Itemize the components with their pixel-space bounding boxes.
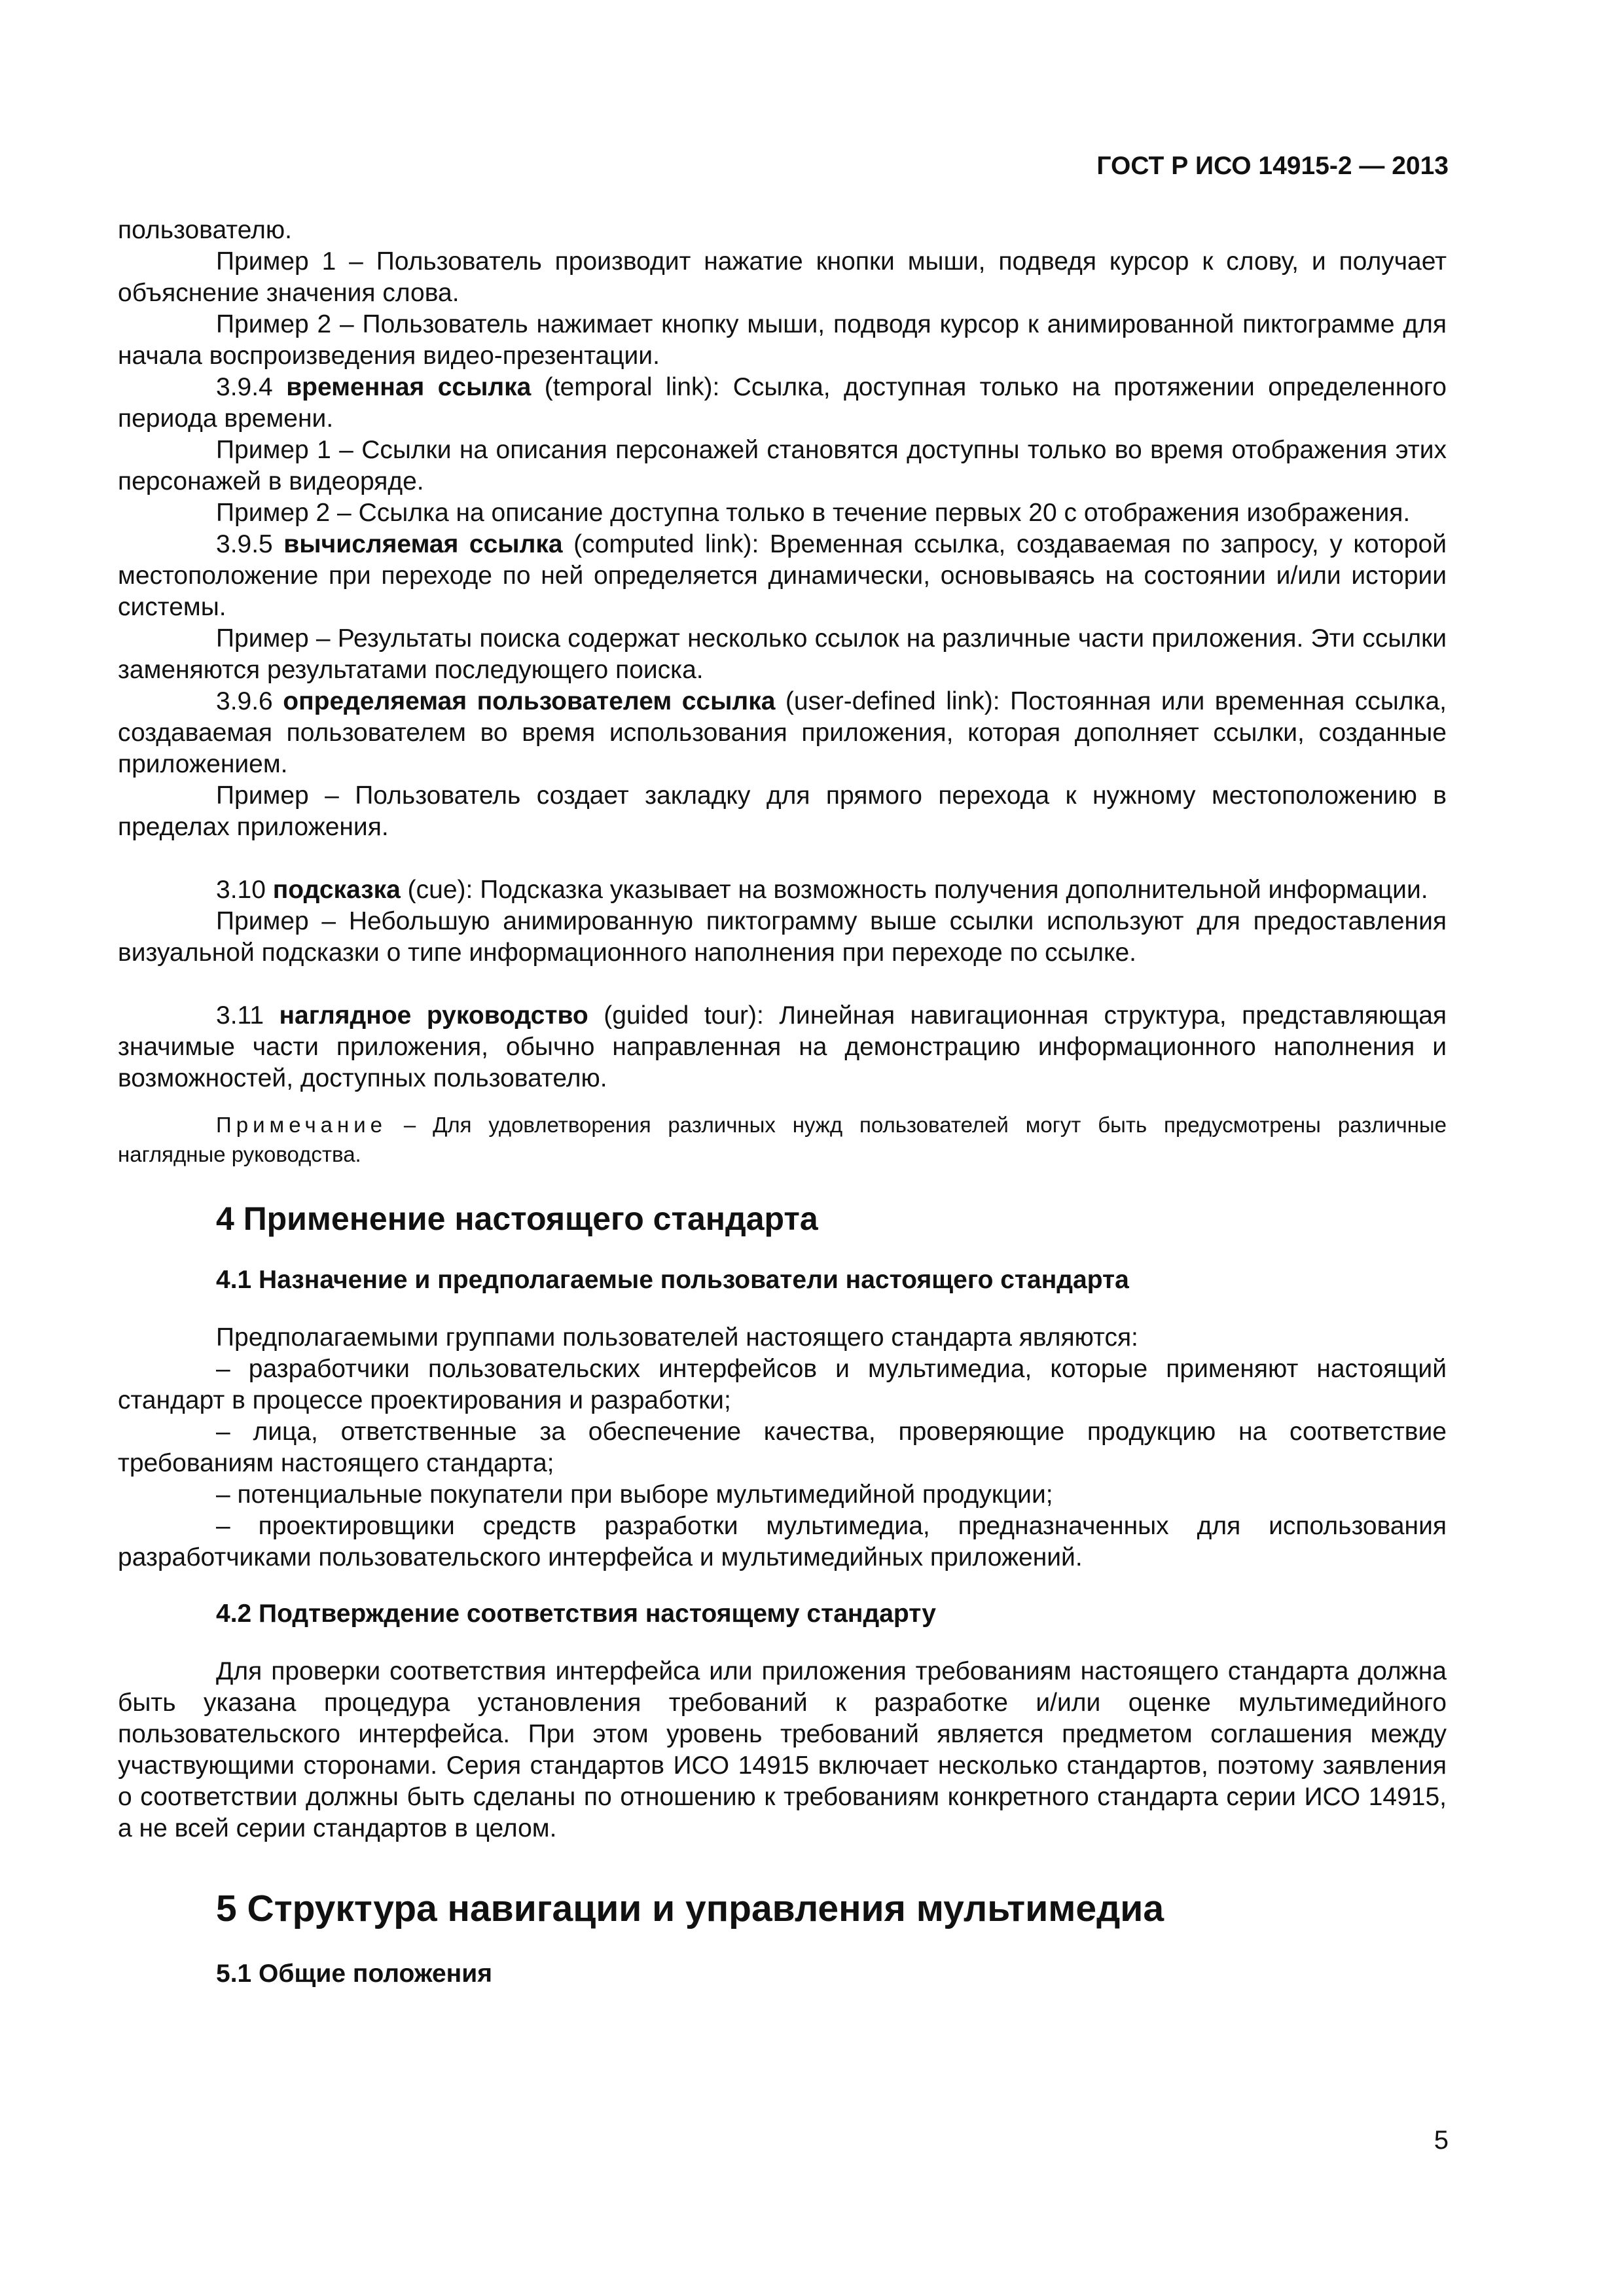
paragraph: Для проверки соответствия интерфейса или приложения требованиям настоящего стандарта должна быть указана процедура установления требований к разработке и/или оценке мультимедийного пользовательского интерфейса. При этом уровень требований является предметом соглашения между участвующими сторонами. Серия стандартов ИСО 14915 включает несколько стандартов, поэтому заявления о соответствии должны быть сделаны по отношению к требованиям конкретного стандарта серии ИСО 14915, а не всей серии стандартов в целом. <box>118 1657 1447 1842</box>
example-paragraph: Пример 1 – Пользователь производит нажатие кнопки мыши, подведя курсор к слову, и получает объяснение значения слова. <box>118 247 1447 307</box>
definition-paragraph <box>118 1000 1447 1094</box>
definition-text: (cue): Подсказка указывает на возможность получения дополнительной информации. <box>407 876 1428 904</box>
document-header: ГОСТ Р ИСО 14915-2 — 2013 <box>1096 152 1449 180</box>
clause-number: 3.9.4 <box>216 373 273 401</box>
list-item: – проектировщики средств разработки мультимедиа, предназначенных для использования разработчиками пользовательского интерфейса и мультимедийных приложений. <box>118 1512 1447 1571</box>
example-paragraph: Пример 2 – Ссылка на описание доступна только в течение первых 20 с отображения изображения. <box>216 499 1411 527</box>
clause-number: 3.11 <box>216 1001 264 1030</box>
document-body <box>118 215 1447 1990</box>
list-item: – потенциальные покупатели при выборе мультимедийной продукции; <box>216 1480 1053 1509</box>
note-paragraph <box>118 1110 1447 1169</box>
note-text: – Для удовлетворения различных нужд пользователей могут быть предусмотрены различные наглядные руководства. <box>118 1113 1447 1166</box>
term: вычисляемая ссылка <box>283 530 563 558</box>
definition-paragraph <box>118 874 1447 906</box>
definition-paragraph <box>118 529 1447 623</box>
subsection-heading: 5.1 Общие положения <box>216 1960 492 1988</box>
clause-number: 3.10 <box>216 876 266 904</box>
clause-number: 3.9.6 <box>216 687 273 715</box>
example-paragraph: Пример – Результаты поиска содержат несколько ссылок на различные части приложения. Эти ссылки заменяются результатами последующего поиска. <box>118 624 1447 684</box>
example-paragraph: Пример 2 – Пользователь нажимает кнопку мыши, подводя курсор к анимированной пиктограмме для начала воспроизведения видео-презентации. <box>118 310 1447 370</box>
clause-number: 3.9.5 <box>216 530 273 558</box>
example-paragraph: Пример – Небольшую анимированную пиктограмму выше ссылки используют для предоставления визуальной подсказки о типе информационного наполнения при переходе по ссылке. <box>118 907 1447 967</box>
definition-text: (computed link): Временная ссылка, создаваемая по запросу, у которой местоположение при переходе по ней определяется динамически, основываясь на состоянии и/или истории системы. <box>118 530 1447 621</box>
term: определяемая пользователем ссылка <box>283 687 776 715</box>
paragraph: Предполагаемыми группами пользователей настоящего стандарта являются: <box>216 1323 1138 1352</box>
example-paragraph: Пример – Пользователь создает закладку для прямого перехода к нужному местоположению в пределах приложения. <box>118 781 1447 841</box>
section-heading: 4 Применение настоящего стандарта <box>216 1200 818 1237</box>
definition-text: (guided tour): Линейная навигационная структура, представляющая значимые части приложения, обычно направленная на демонстрацию информационного наполнения и возможностей, доступных пользователю. <box>118 1001 1447 1092</box>
example-paragraph: Пример 1 – Ссылки на описания персонажей становятся доступны только во время отображения этих персонажей в видеоряде. <box>118 436 1447 495</box>
note-label: Примечание <box>216 1113 388 1137</box>
page-number: 5 <box>1434 2126 1449 2155</box>
section-heading: 5 Структура навигации и управления мультимедиа <box>216 1888 1164 1929</box>
term: временная ссылка <box>286 373 532 401</box>
term: наглядное руководство <box>279 1001 588 1030</box>
definition-text: (temporal link): Ссылка, доступная только на протяжении определенного периода времени. <box>118 373 1447 433</box>
paragraph: пользователю. <box>118 216 292 244</box>
subsection-heading: 4.2 Подтверждение соответствия настоящему стандарту <box>216 1600 936 1628</box>
list-item: – разработчики пользовательских интерфейсов и мультимедиа, которые применяют настоящий стандарт в процессе проектирования и разработки; <box>118 1355 1447 1414</box>
term: подсказка <box>272 876 401 904</box>
list-item: – лица, ответственные за обеспечение качества, проверяющие продукцию на соответствие требованиям настоящего стандарта; <box>118 1418 1447 1477</box>
subsection-heading: 4.1 Назначение и предполагаемые пользователи настоящего стандарта <box>216 1266 1129 1294</box>
definition-paragraph <box>118 686 1447 780</box>
definition-paragraph <box>118 372 1447 435</box>
definition-text: (user-defined link): Постоянная или временная ссылка, создаваемая пользователем во время использования приложения, которая дополняет ссылки, созданные приложением. <box>118 687 1447 778</box>
